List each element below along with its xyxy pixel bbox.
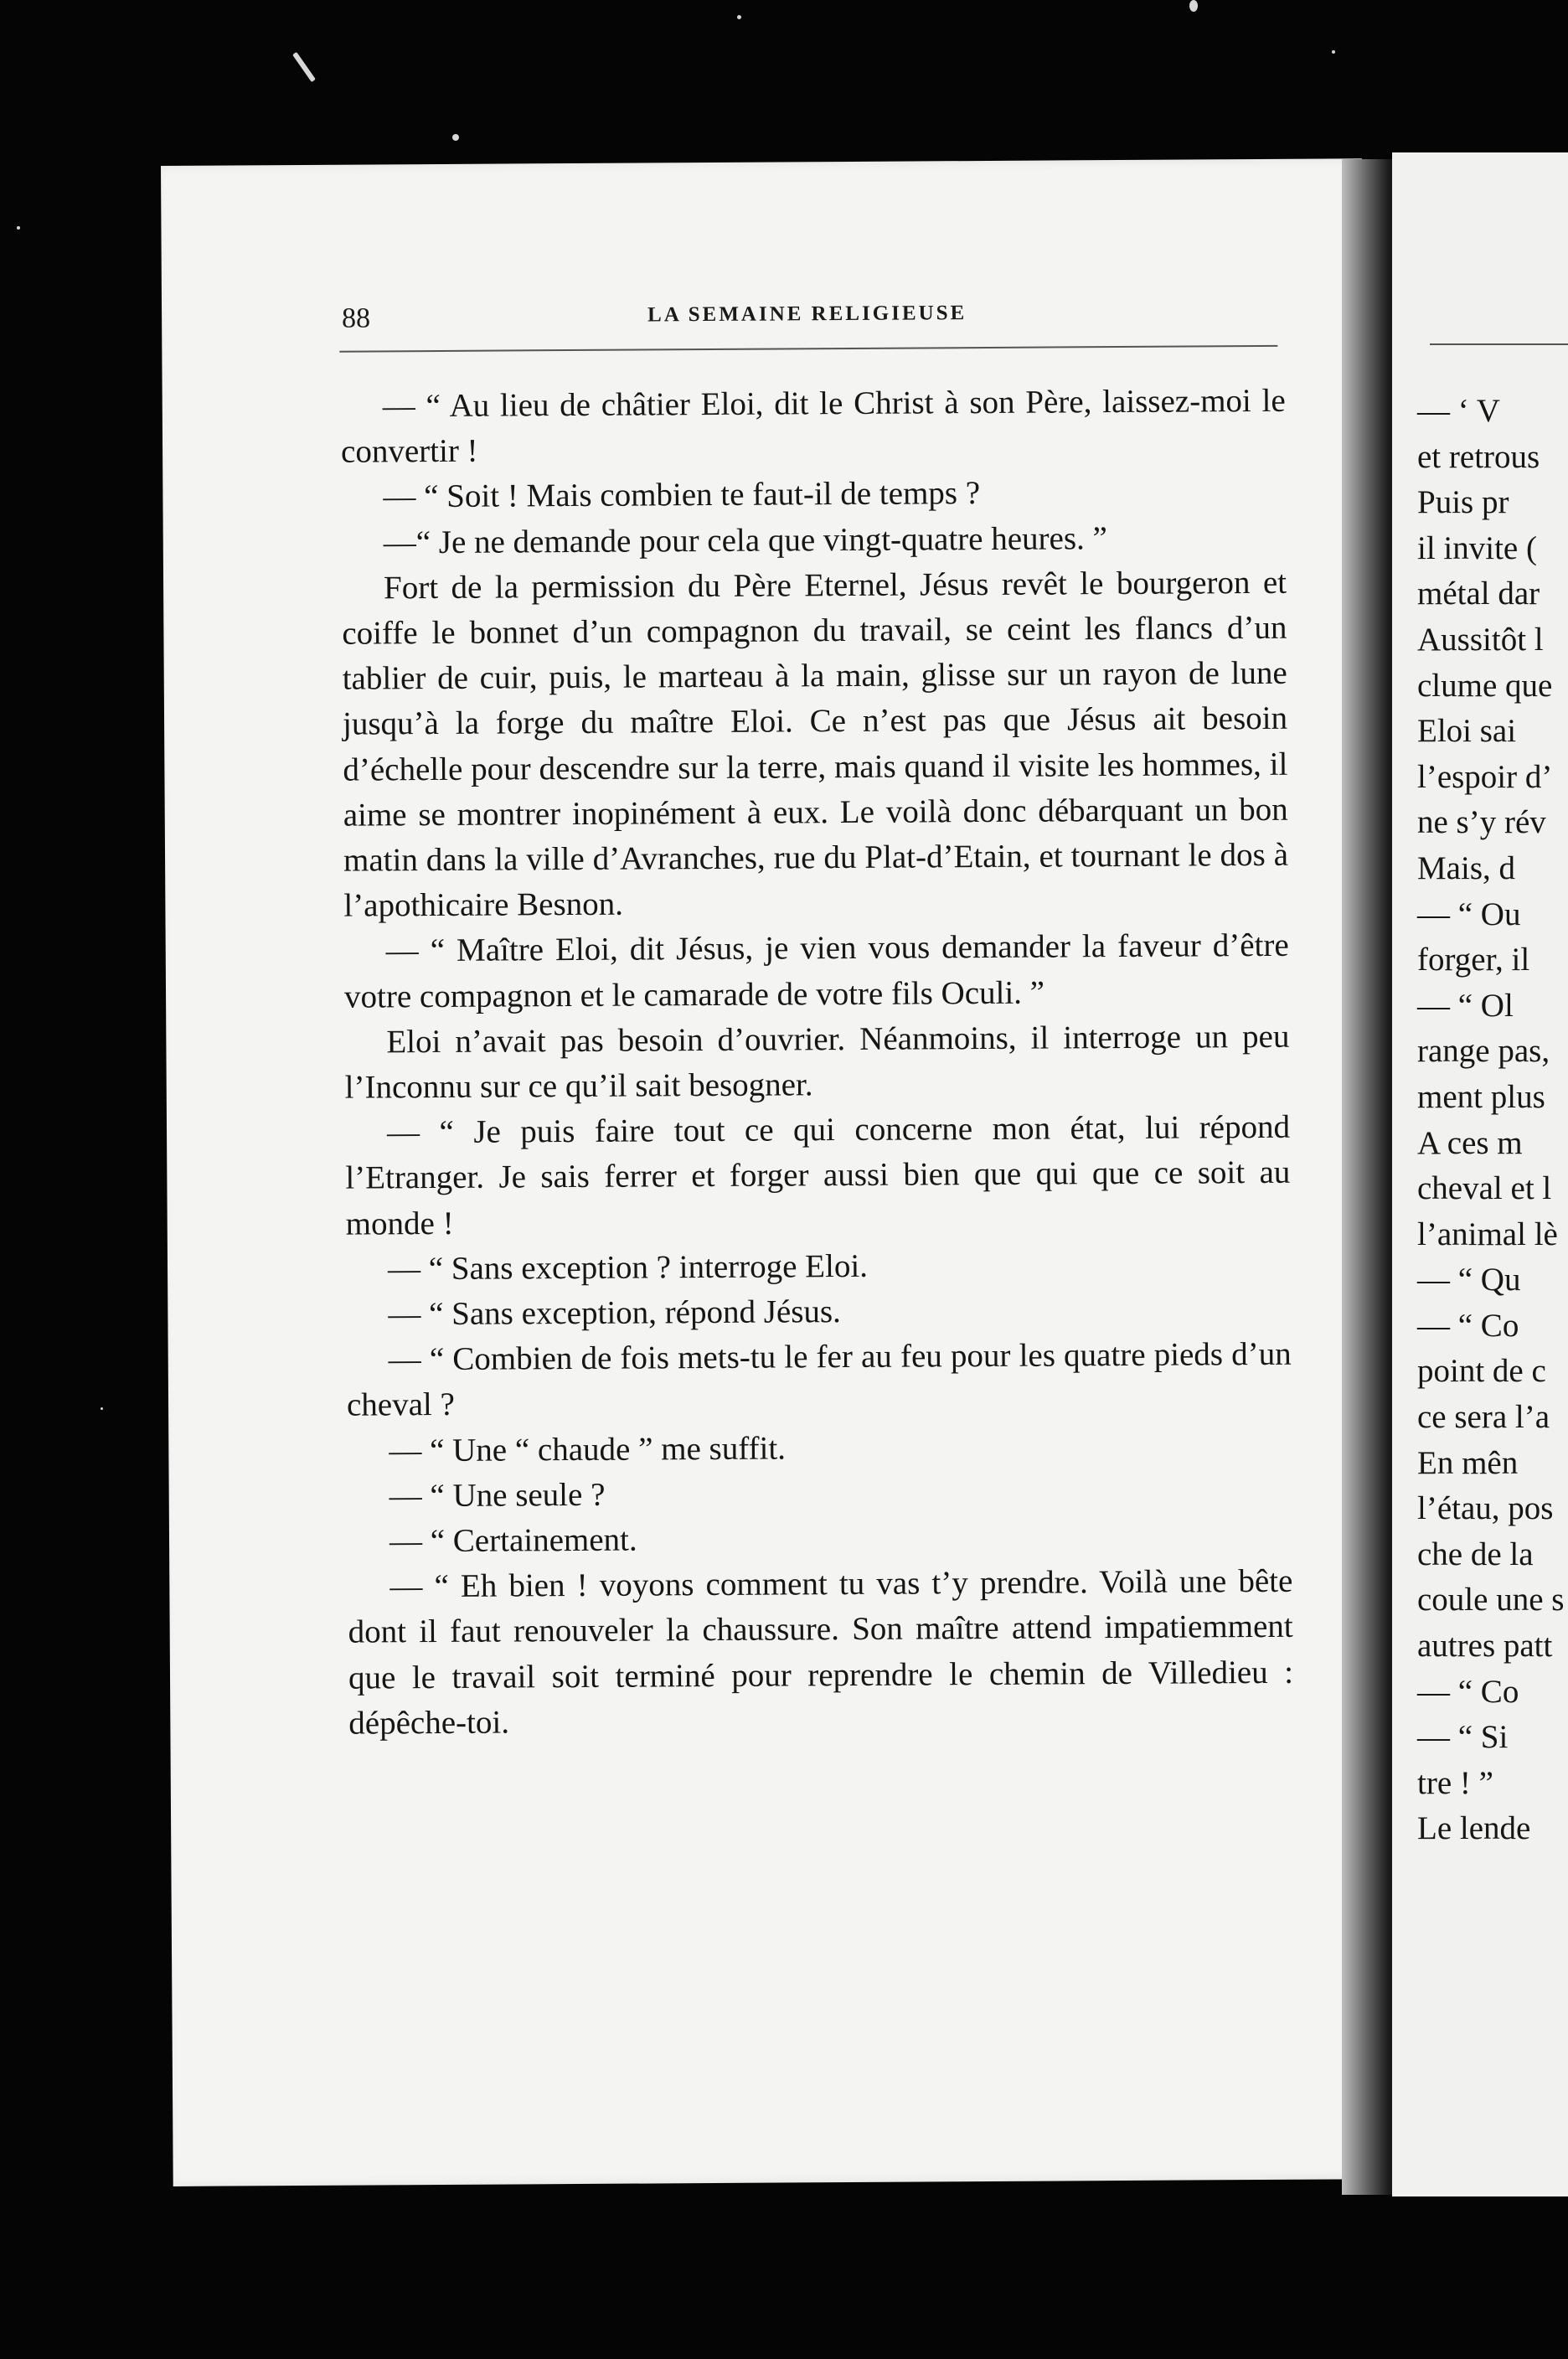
right-page-line: range pas, <box>1417 1033 1550 1070</box>
paragraph: —“ Je ne demande pour cela que vingt-quatre heures. ” <box>383 519 1108 560</box>
dust-speck <box>737 15 741 19</box>
right-page-line: il invite ( <box>1417 529 1537 566</box>
right-page-line: — “ Ou <box>1417 896 1521 932</box>
right-page-line: — ‘ V <box>1417 393 1500 429</box>
page-number: 88 <box>342 302 371 334</box>
right-page-line: En mên <box>1417 1444 1519 1481</box>
paragraph: — “ Une seule ? <box>389 1476 606 1515</box>
right-page-line: ce sera l’a <box>1417 1399 1550 1436</box>
right-page-line: coule une s <box>1417 1582 1565 1618</box>
right-page-fragment <box>1392 152 1568 2196</box>
running-head-title: LA SEMAINE RELIGIEUSE <box>647 302 967 327</box>
dust-speck <box>452 134 459 141</box>
header-rule <box>339 345 1277 353</box>
right-page-line: Mais, d <box>1417 849 1515 886</box>
left-page <box>161 158 1375 2186</box>
right-page-line: Eloi sai <box>1417 713 1517 750</box>
paragraph: — “ Au lieu de châtier Eloi, dit le Christ à son Père, laissez-moi le convertir ! <box>340 382 1286 470</box>
paragraph: — “ Combien de fois mets-tu le fer au feu pour les quatre pieds d’un cheval ? <box>346 1336 1292 1424</box>
right-page-line: Le lende <box>1417 1810 1531 1847</box>
header-rule <box>1430 343 1568 345</box>
right-page-line: l’étau, pos <box>1417 1490 1554 1527</box>
right-page-line: métal dar <box>1417 576 1540 612</box>
right-page-line: — “ Si <box>1417 1719 1509 1756</box>
right-page-line: l’espoir d’ <box>1417 758 1553 795</box>
right-page-line: cheval et l <box>1417 1170 1552 1207</box>
dust-speck <box>17 226 20 230</box>
paragraph: — “ Maître Eloi, dit Jésus, je vien vous demander la faveur d’être votre compagnon et le camarade de votre fils Oculi. ” <box>343 927 1289 1015</box>
body-text <box>341 379 1294 1747</box>
right-page-line: et retrous <box>1417 438 1540 475</box>
right-page-line: point de c <box>1417 1353 1546 1390</box>
right-page-line: che de la <box>1417 1536 1534 1572</box>
right-page-line: A ces m <box>1417 1124 1523 1161</box>
right-page-line: — “ Co <box>1417 1673 1519 1710</box>
right-page-line: Puis pr <box>1417 484 1509 521</box>
right-page-line: Aussitôt l <box>1417 621 1544 658</box>
paragraph: — “ Je puis faire tout ce qui concerne mon état, lui répond l’Etranger. Je sais ferrer et forger aussi bien que qui que ce soit au monde ! <box>345 1109 1291 1242</box>
paragraph: Fort de la permission du Père Eternel, Jésus revêt le bourgeron et coiffe le bonnet d’un compagnon du travail, se ceint les flancs d’un tablier de cuir, puis, le marteau à la main, glisse sur un rayon de lune jusqu’à la forge du maître Eloi. Ce n’est pas que Jésus ait besoin d’échelle pour descendre sur la terre, mais quand il visite les hommes, il aime se montrer inopinément à eux. Le voilà donc débarquant un bon matin dans la ville d’Avranches, rue du Plat-d’Etain, et tournant le dos à l’apothicaire Besnon. <box>342 564 1289 924</box>
right-page-line: clume que <box>1417 667 1553 704</box>
dust-speck <box>1189 0 1198 12</box>
right-page-line: — “ Co <box>1417 1307 1519 1344</box>
right-page-line: forger, il <box>1417 942 1530 978</box>
right-page-line: autres patt <box>1417 1628 1553 1665</box>
right-page-line: — “ Ol <box>1417 987 1514 1024</box>
paragraph: — “ Eh bien ! voyons comment tu vas t’y prendre. Voilà une bête dont il faut renouveler la chaussure. Son maître attend impatiemment que le travail soit terminé pour reprendre le chemin de Villedieu : dépêche-toi. <box>348 1563 1294 1742</box>
right-page-line: ne s’y rév <box>1417 804 1546 841</box>
right-page-line: l’animal lè <box>1417 1216 1558 1252</box>
paragraph: — “ Certainement. <box>389 1521 637 1560</box>
right-page-line: — “ Qu <box>1417 1262 1521 1298</box>
dust-speck <box>1332 50 1335 54</box>
paragraph: — “ Soit ! Mais combien te faut-il de temps ? <box>383 475 981 515</box>
right-page-text <box>1417 389 1568 1852</box>
right-page-line: tre ! ” <box>1417 1764 1493 1801</box>
right-page-line: ment plus <box>1417 1078 1545 1115</box>
paragraph: Eloi n’avait pas besoin d’ouvrier. Néanmoins, il interroge un peu l’Inconnu sur ce qu’il sait besogner. <box>344 1018 1290 1106</box>
paragraph: — “ Sans exception, répond Jésus. <box>388 1293 841 1333</box>
dust-speck <box>292 52 316 82</box>
dust-speck <box>101 1407 103 1410</box>
paragraph: — “ Sans exception ? interroge Eloi. <box>387 1247 869 1288</box>
paragraph: — “ Une “ chaude ” me suffit. <box>389 1430 787 1469</box>
